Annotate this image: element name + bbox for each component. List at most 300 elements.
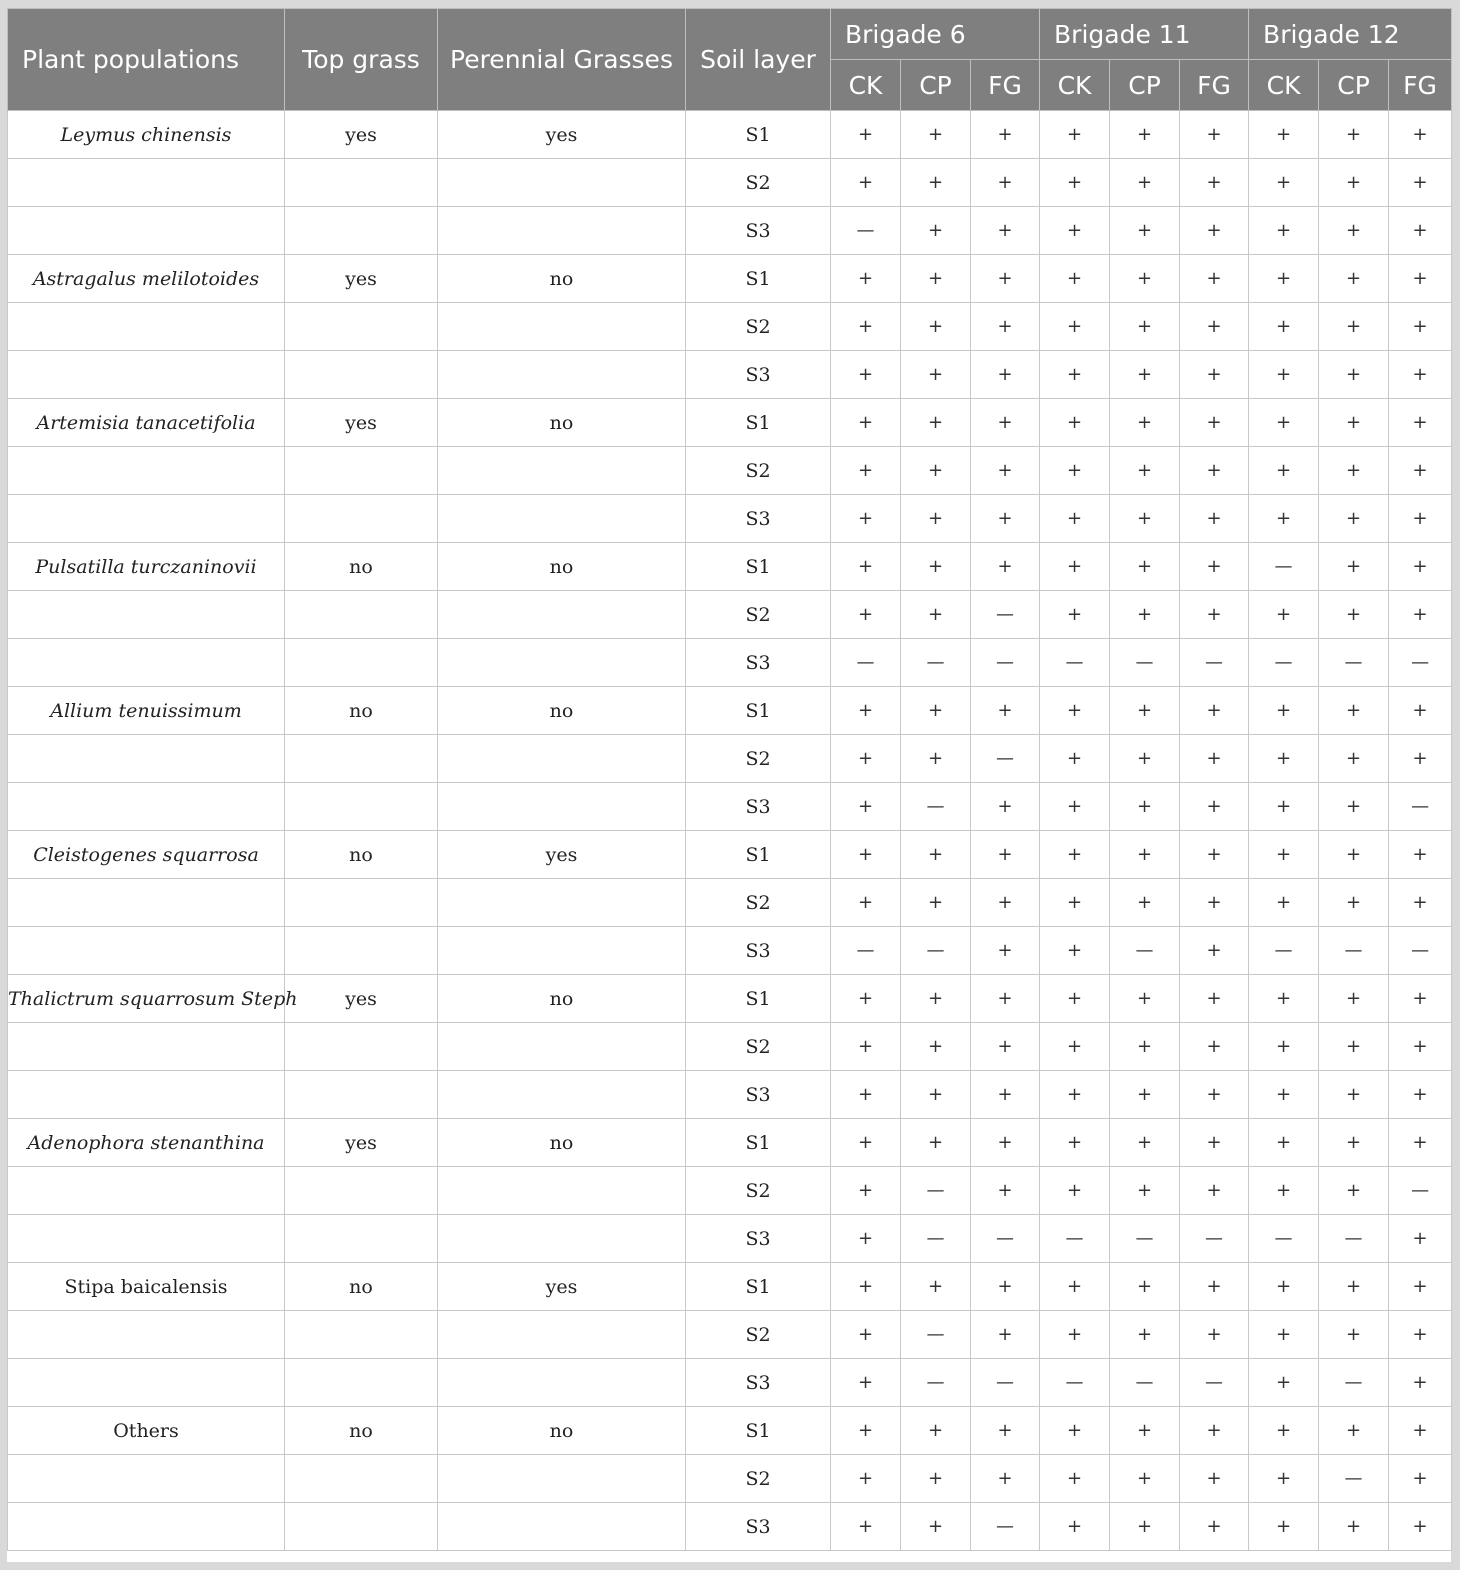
table-row (8, 111, 1452, 159)
presence-cell: + (831, 351, 901, 399)
top-grass-value: yes (285, 975, 438, 1023)
top-grass-empty (285, 639, 438, 687)
presence-cell: + (1180, 1455, 1249, 1503)
presence-cell: + (1180, 1071, 1249, 1119)
presence-cell: + (831, 1119, 901, 1167)
table-row (8, 687, 1452, 735)
presence-cell: + (1110, 447, 1180, 495)
soil-layer-value: S1 (686, 831, 831, 879)
presence-cell: + (1249, 255, 1319, 303)
presence-cell: + (1040, 1119, 1110, 1167)
presence-cell: + (1319, 1167, 1389, 1215)
species-name-empty (8, 207, 285, 255)
soil-layer-value: S1 (686, 1263, 831, 1311)
presence-cell: + (901, 399, 971, 447)
presence-cell: — (901, 1167, 971, 1215)
top-grass-empty (285, 1455, 438, 1503)
presence-cell: + (1389, 735, 1452, 783)
presence-cell: + (831, 495, 901, 543)
presence-cell: + (1040, 255, 1110, 303)
presence-cell: + (1319, 831, 1389, 879)
top-grass-empty (285, 447, 438, 495)
species-name-empty (8, 159, 285, 207)
presence-cell: + (971, 975, 1040, 1023)
presence-cell: + (1319, 975, 1389, 1023)
perennial-empty (438, 639, 686, 687)
table-row (8, 1071, 1452, 1119)
table-row (8, 1311, 1452, 1359)
top-grass-value: yes (285, 255, 438, 303)
perennial-empty (438, 159, 686, 207)
soil-layer-value: S3 (686, 207, 831, 255)
top-grass-empty (285, 783, 438, 831)
top-grass-value: yes (285, 1119, 438, 1167)
presence-cell: + (831, 879, 901, 927)
presence-cell: + (1389, 591, 1452, 639)
presence-cell: + (971, 1023, 1040, 1071)
presence-cell: + (1249, 1071, 1319, 1119)
presence-cell: + (971, 447, 1040, 495)
presence-cell: + (1319, 1119, 1389, 1167)
presence-cell: — (901, 639, 971, 687)
presence-cell: + (1040, 399, 1110, 447)
presence-cell: + (1180, 591, 1249, 639)
presence-cell: + (1040, 1167, 1110, 1215)
presence-cell: + (1180, 207, 1249, 255)
soil-layer-value: S2 (686, 159, 831, 207)
presence-cell: + (971, 687, 1040, 735)
presence-cell: + (1249, 687, 1319, 735)
presence-cell: + (1180, 1119, 1249, 1167)
presence-cell: + (1249, 879, 1319, 927)
soil-layer-value: S1 (686, 1119, 831, 1167)
presence-cell: + (1110, 1023, 1180, 1071)
presence-cell: + (1040, 1023, 1110, 1071)
presence-cell: + (1040, 159, 1110, 207)
table-row (8, 207, 1452, 255)
presence-cell: + (1040, 879, 1110, 927)
presence-cell: + (1319, 447, 1389, 495)
presence-cell: + (1180, 831, 1249, 879)
presence-cell: — (1040, 639, 1110, 687)
presence-cell: + (1389, 1311, 1452, 1359)
presence-cell: — (1110, 1215, 1180, 1263)
presence-cell: + (1249, 1023, 1319, 1071)
presence-cell: + (1319, 591, 1389, 639)
soil-layer-value: S3 (686, 1503, 831, 1551)
table-container (7, 8, 1451, 1562)
presence-cell: + (971, 1311, 1040, 1359)
top-grass-value: no (285, 1263, 438, 1311)
presence-cell: + (1180, 1263, 1249, 1311)
presence-cell: — (1110, 1359, 1180, 1407)
presence-cell: + (1180, 447, 1249, 495)
presence-cell: — (1040, 1359, 1110, 1407)
presence-cell: + (1389, 159, 1452, 207)
presence-cell: + (971, 399, 1040, 447)
header-perennial-grasses: Perennial Grasses (438, 9, 686, 111)
presence-cell: + (1389, 399, 1452, 447)
presence-cell: + (971, 1263, 1040, 1311)
table-row (8, 1167, 1452, 1215)
presence-cell: + (971, 159, 1040, 207)
presence-cell: — (1180, 639, 1249, 687)
presence-cell: — (1040, 1215, 1110, 1263)
presence-cell: — (1319, 639, 1389, 687)
presence-cell: — (901, 1359, 971, 1407)
species-name-empty (8, 1215, 285, 1263)
species-name: Astragalus melilotoides (8, 255, 285, 303)
top-grass-value: no (285, 831, 438, 879)
presence-cell: — (901, 1215, 971, 1263)
soil-layer-value: S2 (686, 1023, 831, 1071)
presence-cell: + (971, 303, 1040, 351)
soil-layer-value: S2 (686, 879, 831, 927)
table-row (8, 303, 1452, 351)
presence-cell: + (901, 351, 971, 399)
species-name: Thalictrum squarrosum Steph (8, 975, 285, 1023)
presence-cell: + (1319, 351, 1389, 399)
presence-cell: + (1319, 1407, 1389, 1455)
species-name-empty (8, 1311, 285, 1359)
presence-cell: — (1389, 927, 1452, 975)
presence-cell: + (831, 447, 901, 495)
presence-cell: + (1389, 1215, 1452, 1263)
top-grass-empty (285, 1071, 438, 1119)
presence-cell: + (1249, 111, 1319, 159)
soil-layer-value: S2 (686, 591, 831, 639)
presence-cell: + (1249, 1263, 1319, 1311)
presence-cell: + (1249, 399, 1319, 447)
table-row (8, 159, 1452, 207)
presence-cell: + (1249, 1119, 1319, 1167)
presence-cell: + (1110, 495, 1180, 543)
presence-cell: + (1389, 687, 1452, 735)
presence-cell: + (971, 111, 1040, 159)
presence-cell: + (901, 591, 971, 639)
table-row (8, 1119, 1452, 1167)
presence-cell: + (1110, 975, 1180, 1023)
presence-cell: + (901, 1503, 971, 1551)
soil-layer-value: S1 (686, 255, 831, 303)
presence-cell: + (1110, 1503, 1180, 1551)
presence-cell: + (971, 351, 1040, 399)
presence-cell: + (901, 495, 971, 543)
soil-layer-value: S2 (686, 447, 831, 495)
presence-cell: + (971, 783, 1040, 831)
presence-cell: + (1249, 1407, 1319, 1455)
presence-cell: + (1249, 975, 1319, 1023)
presence-cell: + (1110, 351, 1180, 399)
perennial-empty (438, 927, 686, 975)
presence-cell: + (971, 255, 1040, 303)
presence-cell: — (1389, 783, 1452, 831)
presence-cell: + (1319, 1071, 1389, 1119)
species-name-empty (8, 735, 285, 783)
subheader-cp: CP (901, 60, 971, 111)
soil-layer-value: S3 (686, 1215, 831, 1263)
subheader-ck: CK (1040, 60, 1110, 111)
top-grass-value: no (285, 543, 438, 591)
presence-cell: — (1180, 1359, 1249, 1407)
presence-cell: + (901, 1455, 971, 1503)
perennial-value: no (438, 1407, 686, 1455)
presence-cell: + (901, 831, 971, 879)
species-name-empty (8, 591, 285, 639)
presence-cell: + (1040, 351, 1110, 399)
presence-cell: + (831, 1263, 901, 1311)
presence-cell: + (831, 303, 901, 351)
presence-cell: + (901, 1119, 971, 1167)
species-name-empty (8, 1167, 285, 1215)
presence-cell: + (831, 687, 901, 735)
presence-cell: + (1180, 255, 1249, 303)
presence-cell: — (1389, 1167, 1452, 1215)
presence-cell: + (1249, 303, 1319, 351)
presence-cell: + (1180, 399, 1249, 447)
presence-cell: + (1389, 1407, 1452, 1455)
table-row (8, 831, 1452, 879)
presence-cell: + (901, 879, 971, 927)
presence-cell: + (1389, 447, 1452, 495)
species-name-empty (8, 879, 285, 927)
presence-cell: + (901, 159, 971, 207)
presence-cell: + (1319, 255, 1389, 303)
presence-cell: — (1180, 1215, 1249, 1263)
perennial-empty (438, 1311, 686, 1359)
species-name-empty (8, 1023, 285, 1071)
presence-cell: + (1389, 351, 1452, 399)
presence-cell: + (1249, 1503, 1319, 1551)
top-grass-empty (285, 1167, 438, 1215)
species-name: Others (8, 1407, 285, 1455)
species-name-empty (8, 495, 285, 543)
soil-layer-value: S1 (686, 111, 831, 159)
presence-cell: + (1319, 303, 1389, 351)
presence-cell: + (1249, 1359, 1319, 1407)
presence-cell: + (1249, 159, 1319, 207)
perennial-value: yes (438, 831, 686, 879)
presence-cell: + (1040, 1503, 1110, 1551)
species-name-empty (8, 303, 285, 351)
soil-layer-value: S2 (686, 1167, 831, 1215)
perennial-empty (438, 447, 686, 495)
subheader-cp: CP (1110, 60, 1180, 111)
presence-cell: — (1110, 639, 1180, 687)
species-name-empty (8, 1071, 285, 1119)
top-grass-value: yes (285, 399, 438, 447)
presence-cell: + (831, 783, 901, 831)
presence-cell: — (971, 591, 1040, 639)
presence-cell: + (831, 1503, 901, 1551)
presence-cell: + (1249, 1167, 1319, 1215)
perennial-empty (438, 495, 686, 543)
table-row (8, 879, 1452, 927)
header-brigade-6: Brigade 6 (831, 9, 1040, 60)
presence-cell: + (1319, 1311, 1389, 1359)
presence-cell: + (901, 735, 971, 783)
header-soil-layer: Soil layer (686, 9, 831, 111)
perennial-value: yes (438, 111, 686, 159)
presence-cell: + (1040, 831, 1110, 879)
presence-cell: + (971, 543, 1040, 591)
soil-layer-value: S3 (686, 1359, 831, 1407)
soil-layer-value: S1 (686, 687, 831, 735)
presence-cell: + (971, 1455, 1040, 1503)
top-grass-empty (285, 1023, 438, 1071)
presence-cell: + (831, 1311, 901, 1359)
presence-cell: + (831, 591, 901, 639)
presence-cell: — (1110, 927, 1180, 975)
perennial-empty (438, 735, 686, 783)
presence-cell: + (1249, 591, 1319, 639)
presence-cell: + (1180, 1023, 1249, 1071)
soil-layer-value: S2 (686, 1455, 831, 1503)
presence-cell: + (971, 831, 1040, 879)
species-name: Artemisia tanacetifolia (8, 399, 285, 447)
top-grass-value: no (285, 1407, 438, 1455)
presence-cell: + (1110, 1311, 1180, 1359)
presence-cell: + (831, 399, 901, 447)
presence-cell: + (1180, 1503, 1249, 1551)
presence-cell: + (1319, 1263, 1389, 1311)
presence-cell: + (1249, 1455, 1319, 1503)
top-grass-empty (285, 207, 438, 255)
presence-cell: + (1389, 975, 1452, 1023)
presence-cell: + (901, 447, 971, 495)
table-row (8, 927, 1452, 975)
species-name: Allium tenuissimum (8, 687, 285, 735)
presence-cell: — (1319, 1215, 1389, 1263)
perennial-empty (438, 1215, 686, 1263)
table-row (8, 735, 1452, 783)
presence-cell: + (1040, 111, 1110, 159)
perennial-empty (438, 879, 686, 927)
presence-cell: + (1389, 111, 1452, 159)
perennial-value: no (438, 687, 686, 735)
presence-cell: — (971, 1215, 1040, 1263)
presence-cell: — (1319, 1359, 1389, 1407)
presence-cell: — (1249, 543, 1319, 591)
header-brigade-12: Brigade 12 (1249, 9, 1452, 60)
presence-cell: + (901, 111, 971, 159)
presence-cell: + (831, 255, 901, 303)
presence-cell: + (971, 1119, 1040, 1167)
presence-cell: + (1110, 783, 1180, 831)
presence-cell: + (1040, 927, 1110, 975)
species-name: Cleistogenes squarrosa (8, 831, 285, 879)
presence-cell: + (1110, 399, 1180, 447)
presence-cell: — (831, 927, 901, 975)
table-row (8, 1023, 1452, 1071)
perennial-empty (438, 351, 686, 399)
presence-cell: + (1180, 1407, 1249, 1455)
species-name-empty (8, 927, 285, 975)
perennial-empty (438, 303, 686, 351)
header-brigade-11: Brigade 11 (1040, 9, 1249, 60)
presence-cell: + (1110, 255, 1180, 303)
subheader-fg: FG (1180, 60, 1249, 111)
perennial-empty (438, 1359, 686, 1407)
top-grass-empty (285, 351, 438, 399)
subheader-ck: CK (1249, 60, 1319, 111)
soil-layer-value: S1 (686, 543, 831, 591)
presence-cell: + (901, 303, 971, 351)
species-name: Leymus chinensis (8, 111, 285, 159)
presence-cell: + (1319, 207, 1389, 255)
table-row (8, 543, 1452, 591)
subheader-ck: CK (831, 60, 901, 111)
presence-cell: + (1249, 447, 1319, 495)
presence-cell: + (1249, 783, 1319, 831)
presence-cell: + (1040, 1455, 1110, 1503)
presence-cell: + (901, 1071, 971, 1119)
presence-cell: + (1389, 1359, 1452, 1407)
presence-cell: + (1040, 783, 1110, 831)
perennial-empty (438, 1167, 686, 1215)
presence-cell: + (1389, 1071, 1452, 1119)
presence-cell: + (1319, 1503, 1389, 1551)
top-grass-empty (285, 495, 438, 543)
perennial-empty (438, 1071, 686, 1119)
presence-cell: + (1110, 1407, 1180, 1455)
species-name-empty (8, 783, 285, 831)
top-grass-empty (285, 927, 438, 975)
presence-cell: + (1110, 735, 1180, 783)
soil-layer-value: S2 (686, 1311, 831, 1359)
table-row (8, 1455, 1452, 1503)
presence-cell: + (1389, 255, 1452, 303)
perennial-value: no (438, 975, 686, 1023)
species-name: Adenophora stenanthina (8, 1119, 285, 1167)
presence-cell: — (901, 927, 971, 975)
presence-cell: + (1319, 159, 1389, 207)
presence-cell: + (971, 927, 1040, 975)
soil-layer-value: S3 (686, 495, 831, 543)
presence-cell: + (971, 1407, 1040, 1455)
presence-cell: + (1319, 687, 1389, 735)
presence-cell: + (1319, 783, 1389, 831)
presence-cell: + (1110, 543, 1180, 591)
presence-cell: + (1110, 1119, 1180, 1167)
top-grass-empty (285, 159, 438, 207)
presence-cell: + (1249, 735, 1319, 783)
presence-cell: + (1180, 159, 1249, 207)
presence-cell: + (831, 159, 901, 207)
top-grass-value: yes (285, 111, 438, 159)
presence-cell: + (1040, 1071, 1110, 1119)
perennial-value: no (438, 1119, 686, 1167)
presence-cell: + (1180, 351, 1249, 399)
top-grass-empty (285, 1503, 438, 1551)
presence-cell: + (1040, 975, 1110, 1023)
presence-cell: + (831, 831, 901, 879)
presence-cell: + (831, 1023, 901, 1071)
presence-cell: + (1110, 1455, 1180, 1503)
presence-cell: + (831, 543, 901, 591)
presence-cell: + (1319, 735, 1389, 783)
presence-cell: + (1040, 1311, 1110, 1359)
presence-cell: + (1319, 111, 1389, 159)
soil-layer-value: S2 (686, 735, 831, 783)
presence-cell: + (901, 1407, 971, 1455)
top-grass-empty (285, 303, 438, 351)
soil-layer-value: S2 (686, 303, 831, 351)
presence-cell: — (971, 735, 1040, 783)
table-row (8, 351, 1452, 399)
presence-cell: + (1110, 879, 1180, 927)
presence-cell: + (831, 735, 901, 783)
